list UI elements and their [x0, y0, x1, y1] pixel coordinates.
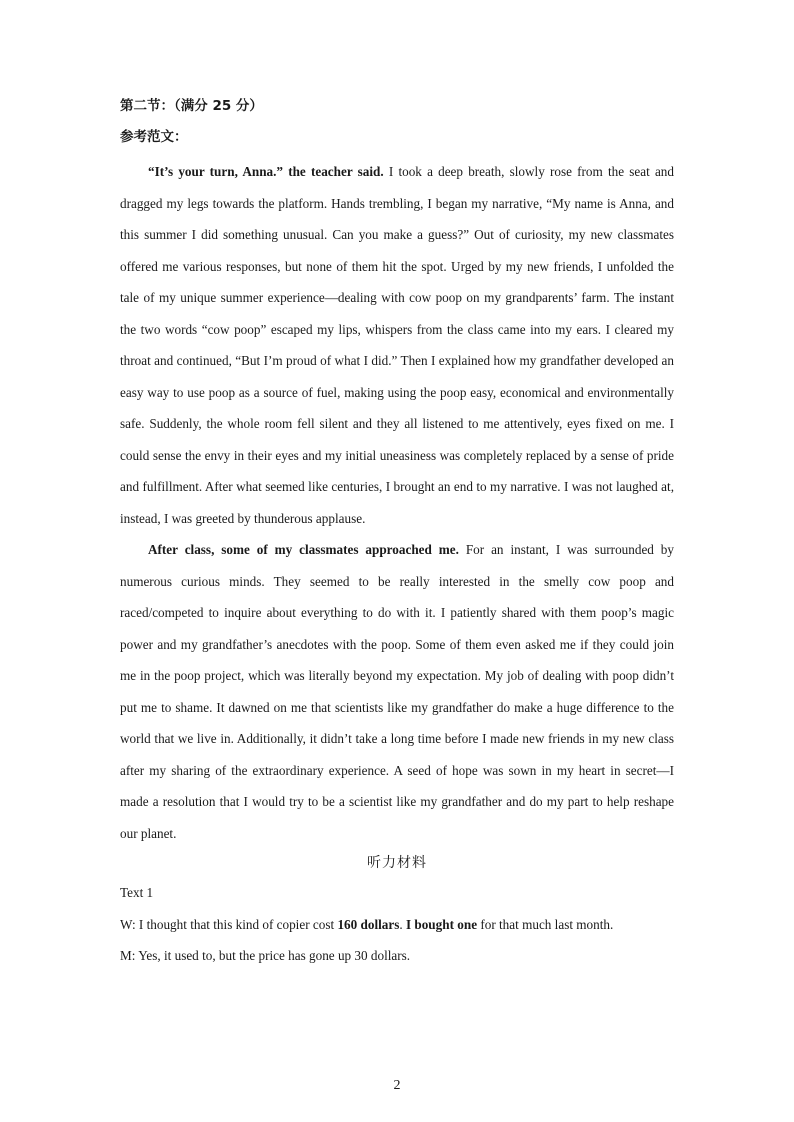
text-label: Text 1 — [120, 885, 154, 900]
paragraph-2-body: For an instant, I was surrounded by numerous curious minds. They seemed to be really interested in the smelly cow poop and raced/competed to inquire about everything to do with it. I patiently shared with them poop’s magic power and my grandfather’s anecdotes with the poop. Some of them even asked me if they could join me in the poop project, which was literally beyond my expectation. My job of dealing with poop didn’t put me to shame. It dawned on me that scientists like my grandfather do make a huge difference to the world that we live in. Additionally, it didn’t take a long time before I made new friends in my new class after my sharing of the extraordinary experience. A seed of hope was sown in my heart in secret—I made a resolution that I would try to be a scientist like my grandfather and do my part to help reshape our planet. — [120, 542, 674, 841]
woman-line-bought: I bought one — [405, 916, 478, 932]
paragraph-1-body: I took a deep breath, slowly rose from the seat and dragged my legs towards the platform. Hands trembling, I began my narrative, “My name is Anna, and this summer I did something unusual. Can you make a guess?” Out of curiosity, my new classmates offered me various responses, but none of them hit the spot. Urged by my new friends, I unfolded the tale of my unique summer experience—dealing with cow poop on my grandparents’ farm. The instant the two words “cow poop” escaped my lips, whispers from the class came into my ears. I cleared my throat and continued, “But I’m proud of what I did.” Then I explained how my grandfather developed an easy way to use poop as a source of fuel, making using the poop easy, economical and environmentally safe. Suddenly, the whole room fell silent and they all listened to me attentively, eyes fixed on me. I could sense the envy in their eyes and my initial uneasiness was completely replaced by a sense of pride and fulfillment. After what seemed like centuries, I brought an end to my narrative. I was not laughed at, instead, I was greeted by thunderous applause. — [120, 164, 674, 526]
page-number: 2 — [393, 1078, 401, 1093]
section-heading: 第二节：（满分 25 分） — [120, 98, 263, 114]
woman-line-end: for that much last month. — [477, 916, 614, 932]
dialogue-line-woman — [120, 909, 674, 941]
woman-line-price: 160 dollars — [337, 916, 400, 932]
paragraph-1-lead: “It’s your turn, Anna.” the teacher said. — [148, 164, 384, 179]
woman-line-mid: . — [399, 916, 406, 932]
model-essay-heading: 参考范文： — [120, 129, 188, 145]
woman-line-start: W: I thought that this kind of copier cost — [120, 916, 338, 932]
document-page — [120, 96, 674, 972]
essay-paragraph-1 — [120, 156, 674, 534]
listening-material-title: 听力材料 — [367, 855, 427, 871]
essay-paragraph-2 — [120, 534, 674, 849]
paragraph-2-lead: After class, some of my classmates approached me. — [148, 542, 459, 557]
dialogue-line-man: M: Yes, it used to, but the price has gone up 30 dollars. — [120, 948, 411, 963]
